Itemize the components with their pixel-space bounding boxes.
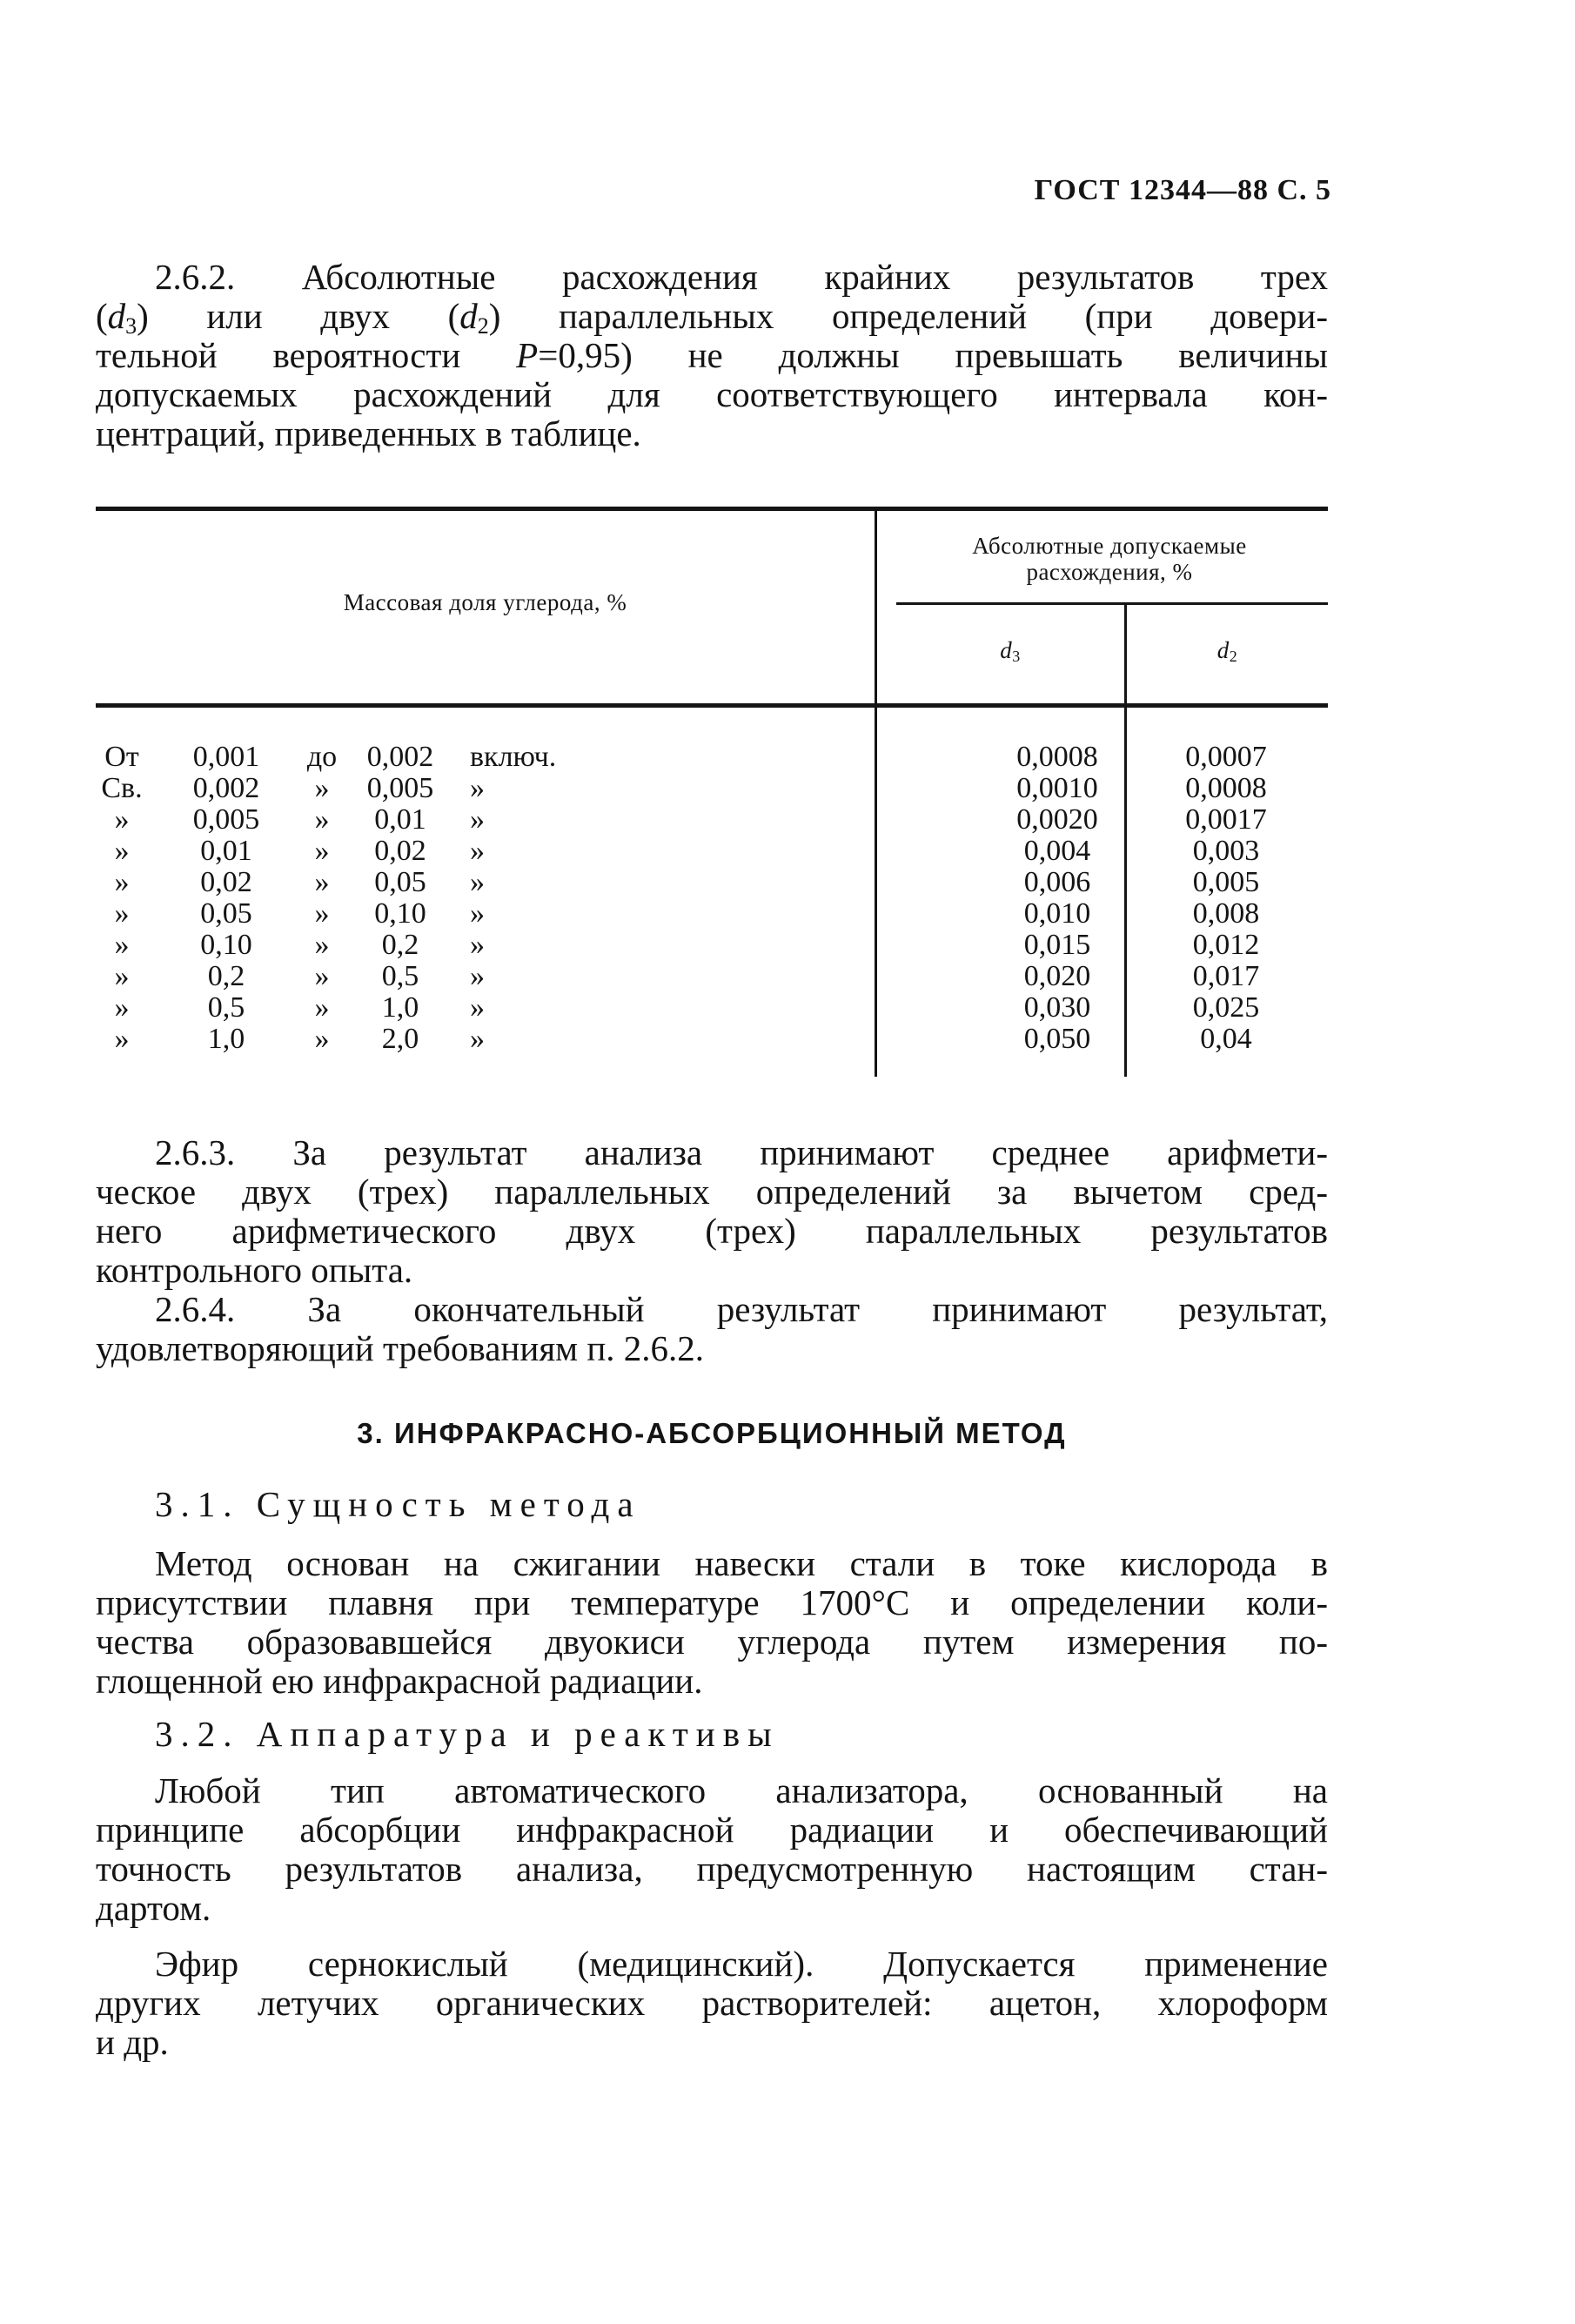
p31-line-4: глощенной ею инфракрасной радиации. xyxy=(96,1661,703,1701)
row-prefix: » xyxy=(114,991,130,1024)
row-d2-value: 0,04 xyxy=(1200,1023,1252,1055)
row-suffix: » xyxy=(470,803,485,836)
row-separator: » xyxy=(314,991,330,1024)
row-to-value: 0,10 xyxy=(374,897,426,930)
p32b-line-3: и др. xyxy=(96,2022,169,2062)
subsection-3-2-title: 3.2. Аппаратура и реактивы xyxy=(155,1714,780,1754)
row-to-value: 0,01 xyxy=(374,803,426,836)
row-to-value: 1,0 xyxy=(381,991,419,1024)
row-separator: до xyxy=(306,741,338,773)
row-from-value: 1,0 xyxy=(207,1023,245,1055)
subsection-3-1-title: 3.1. Сущность метода xyxy=(155,1484,641,1524)
section-3-heading: 3. ИНФРАКРАСНО-АБСОРБЦИОННЫЙ МЕТОД xyxy=(357,1417,1067,1449)
row-d2-value: 0,025 xyxy=(1192,991,1260,1024)
header-d2: $d_2$ xyxy=(1216,637,1238,665)
p263-line-4: контрольного опыта. xyxy=(96,1250,413,1290)
tolerance-table xyxy=(96,507,1328,1090)
row-to-value: 2,0 xyxy=(381,1023,419,1055)
row-d3-value: 0,0010 xyxy=(1016,772,1098,804)
table-row xyxy=(96,961,1328,992)
p32b-line-1: Эфир сернокислый (медицинский). Допускается применение xyxy=(155,1944,1328,1984)
row-d3-value: 0,0008 xyxy=(1016,741,1098,773)
p263-line-2: ческое двух (трех) параллельных определений за вычетом сред- xyxy=(96,1172,1328,1212)
p32a-line-3: точность результатов анализа, предусмотренную настоящим стан- xyxy=(96,1849,1328,1889)
p262-line-3: тельной вероятности P=0,95) не должны превышать величины xyxy=(96,335,1328,375)
row-d3-value: 0,010 xyxy=(1023,897,1091,930)
table-top-rule xyxy=(96,507,1328,511)
row-from-value: 0,005 xyxy=(192,803,260,836)
row-prefix: » xyxy=(114,835,130,867)
table-header-rule xyxy=(96,703,1328,708)
p31-line-3: чества образовавшейся двуокиси углерода путем измерения по- xyxy=(96,1622,1328,1662)
row-suffix: » xyxy=(470,866,485,898)
table-row xyxy=(96,867,1328,898)
p264-line-2: удовлетворяющий требованиям п. 2.6.2. xyxy=(96,1328,705,1368)
row-d2-value: 0,0008 xyxy=(1185,772,1267,804)
row-d3-value: 0,015 xyxy=(1023,929,1091,961)
row-suffix: включ. xyxy=(470,741,557,773)
row-d2-value: 0,017 xyxy=(1192,960,1260,992)
row-from-value: 0,05 xyxy=(200,897,252,930)
row-prefix: » xyxy=(114,1023,130,1055)
p262-line-4: допускаемых расхождений для соответствующего интервала кон- xyxy=(96,374,1328,414)
row-from-value: 0,002 xyxy=(192,772,260,804)
row-suffix: » xyxy=(470,897,485,930)
row-d2-value: 0,003 xyxy=(1192,835,1260,867)
row-to-value: 0,05 xyxy=(374,866,426,898)
row-to-value: 0,2 xyxy=(381,929,419,961)
row-d2-value: 0,008 xyxy=(1192,897,1260,930)
p262-line-2: $(d_3)$ или двух $(d_2)$ параллельных определений (при довери- xyxy=(96,296,1329,339)
row-prefix: » xyxy=(114,960,130,992)
row-prefix: От xyxy=(104,741,139,773)
table-row xyxy=(96,773,1328,804)
row-to-value: 0,02 xyxy=(374,835,426,867)
header-mass-fraction: Массовая доля углерода, % xyxy=(343,589,627,615)
p32b-line-2: других летучих органических растворителей: ацетон, хлороформ xyxy=(96,1983,1328,2023)
row-to-value: 0,005 xyxy=(366,772,434,804)
row-separator: » xyxy=(314,1023,330,1055)
table-row xyxy=(96,898,1328,930)
row-suffix: » xyxy=(470,991,485,1024)
p32a-line-2: принципе абсорбции инфракрасной радиации и обеспечивающий xyxy=(96,1810,1328,1850)
row-suffix: » xyxy=(470,960,485,992)
row-d2-value: 0,005 xyxy=(1192,866,1260,898)
row-suffix: » xyxy=(470,1023,485,1055)
row-d2-value: 0,0017 xyxy=(1185,803,1267,836)
row-suffix: » xyxy=(470,835,485,867)
paragraph-2-6-2 xyxy=(96,258,1328,453)
header-absolute-tolerance: Абсолютные допускаемые расхождения, % xyxy=(972,533,1247,585)
row-from-value: 0,10 xyxy=(200,929,252,961)
header-d3: $d_3$ xyxy=(1000,637,1021,665)
row-suffix: » xyxy=(470,929,485,961)
row-from-value: 0,01 xyxy=(200,835,252,867)
row-separator: » xyxy=(314,929,330,961)
p31-line-2: присутствии плавня при температуре 1700°C и определении коли- xyxy=(96,1582,1328,1622)
table-subheader-rule xyxy=(896,602,1328,605)
row-from-value: 0,5 xyxy=(207,991,245,1024)
p262-line-5: центраций, приведенных в таблице. xyxy=(96,413,641,453)
row-to-value: 0,002 xyxy=(366,741,434,773)
p32a-line-4: дартом. xyxy=(96,1888,211,1928)
row-d3-value: 0,050 xyxy=(1023,1023,1091,1055)
row-prefix: » xyxy=(114,803,130,836)
row-separator: » xyxy=(314,835,330,867)
paragraph-2-6-3 xyxy=(96,1133,1328,1290)
row-separator: » xyxy=(314,897,330,930)
row-separator: » xyxy=(314,772,330,804)
row-d2-value: 0,0007 xyxy=(1185,741,1267,773)
table-row xyxy=(96,992,1328,1024)
paragraph-3-2-reagents xyxy=(96,1945,1328,2062)
table-row xyxy=(96,1024,1328,1055)
row-prefix: » xyxy=(114,929,130,961)
table-row xyxy=(96,742,1328,773)
p264-line-1: 2.6.4. За окончательный результат принимают результат, xyxy=(155,1289,1328,1329)
p32a-line-1: Любой тип автоматического анализатора, основанный на xyxy=(155,1770,1328,1810)
paragraph-2-6-4 xyxy=(96,1290,1328,1368)
row-prefix: » xyxy=(114,866,130,898)
row-d3-value: 0,0020 xyxy=(1016,803,1098,836)
paragraph-3-2-apparatus xyxy=(96,1771,1328,1928)
row-d3-value: 0,020 xyxy=(1023,960,1091,992)
row-to-value: 0,5 xyxy=(381,960,419,992)
row-d3-value: 0,004 xyxy=(1023,835,1091,867)
running-header: ГОСТ 12344—88 С. 5 xyxy=(1034,174,1331,206)
row-separator: » xyxy=(314,866,330,898)
row-d3-value: 0,006 xyxy=(1023,866,1091,898)
row-from-value: 0,001 xyxy=(192,741,260,773)
row-d3-value: 0,030 xyxy=(1023,991,1091,1024)
row-from-value: 0,2 xyxy=(207,960,245,992)
row-separator: » xyxy=(314,803,330,836)
row-d2-value: 0,012 xyxy=(1192,929,1260,961)
p263-line-3: него арифметического двух (трех) параллельных результатов xyxy=(96,1211,1328,1251)
row-from-value: 0,02 xyxy=(200,866,252,898)
p262-line-1: 2.6.2. Абсолютные расхождения крайних результатов трех xyxy=(155,257,1328,297)
p31-line-1: Метод основан на сжигании навески стали в токе кислорода в xyxy=(155,1543,1328,1583)
table-row xyxy=(96,836,1328,867)
p263-line-1: 2.6.3. За результат анализа принимают среднее арифмети- xyxy=(155,1132,1328,1172)
paragraph-3-1 xyxy=(96,1544,1328,1701)
row-prefix: Св. xyxy=(101,772,143,804)
row-prefix: » xyxy=(114,897,130,930)
table-row xyxy=(96,804,1328,836)
row-separator: » xyxy=(314,960,330,992)
table-row xyxy=(96,930,1328,961)
row-suffix: » xyxy=(470,772,485,804)
